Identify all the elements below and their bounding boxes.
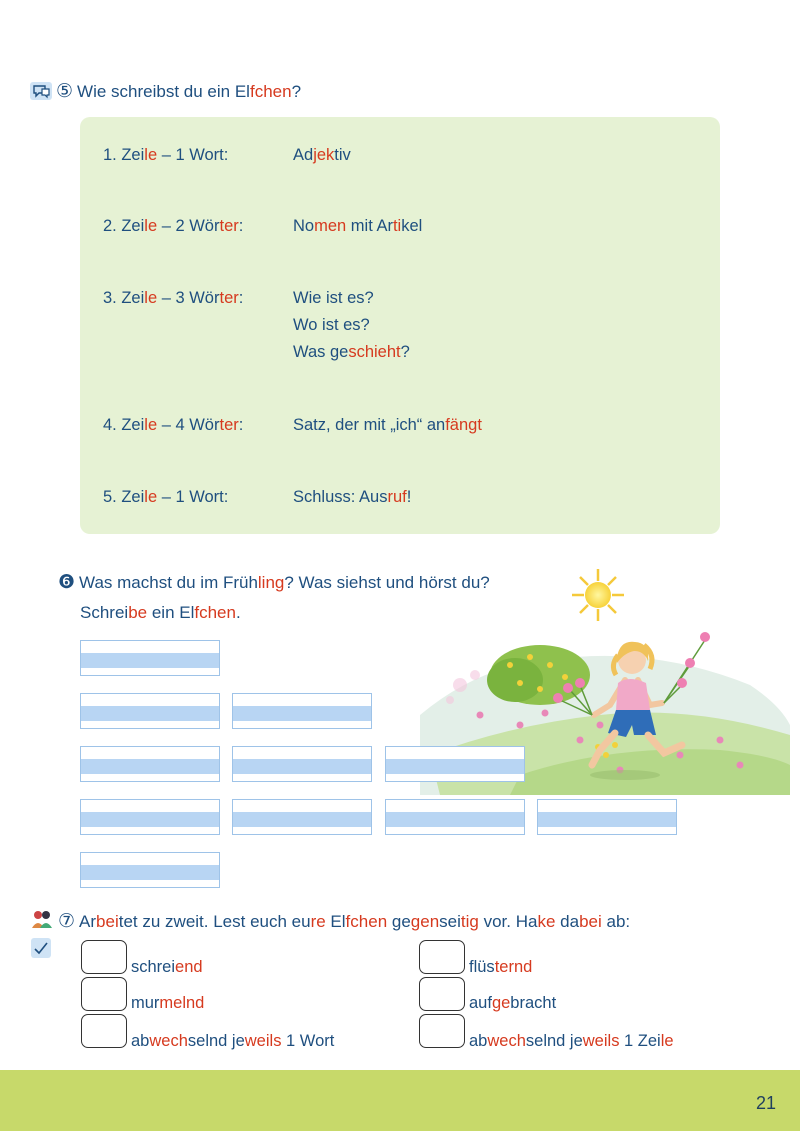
check-pencil-icon	[31, 938, 51, 958]
checkbox-schreiend[interactable]	[81, 940, 127, 974]
writing-line-4-2[interactable]	[232, 799, 372, 835]
row-5-value: Schluss: Ausruf!	[293, 488, 412, 506]
row-4-value: Satz, der mit „ich“ anfängt	[293, 416, 482, 434]
writing-line-3-2[interactable]	[232, 746, 372, 782]
row-5-label: 5. Zeile – 1 Wort:	[103, 488, 229, 506]
writing-line-3-3[interactable]	[385, 746, 525, 782]
writing-line-4-1[interactable]	[80, 799, 220, 835]
writing-line-2-2[interactable]	[232, 693, 372, 729]
row-2-value: Nomen mit Artikel	[293, 217, 423, 235]
writing-line-3-1[interactable]	[80, 746, 220, 782]
checkbox-fluesternd[interactable]	[419, 940, 465, 974]
checkbox-abwechselnd-zeile[interactable]	[419, 1014, 465, 1048]
writing-line-2-1[interactable]	[80, 693, 220, 729]
checkbox-aufgebracht[interactable]	[419, 977, 465, 1011]
writing-line-4-3[interactable]	[385, 799, 525, 835]
option-aufgebracht: aufgebracht	[469, 994, 557, 1012]
option-abwechselnd-wort: abwechselnd jeweils 1 Wort	[131, 1032, 335, 1050]
option-murmelnd: murmelnd	[131, 994, 205, 1012]
writing-line-1-1[interactable]	[80, 640, 220, 676]
row-1-value: Adjektiv	[293, 146, 351, 164]
sun-icon	[572, 569, 624, 621]
exercise-7-heading: ⑦ Arbeitet zu zweit. Lest euch eure Elfchen gegenseitig vor. Hake dabei ab:	[58, 911, 631, 932]
speak-icon	[30, 82, 52, 100]
row-4-label: 4. Zeile – 4 Wörter:	[103, 416, 244, 434]
option-abwechselnd-zeile: abwechselnd jeweils 1 Zeile	[469, 1032, 674, 1050]
row-1-label: 1. Zeile – 1 Wort:	[103, 146, 229, 164]
exercise-number: ⑦	[58, 911, 76, 932]
option-schreiend: schreiend	[131, 958, 203, 976]
partner-work-icon	[31, 910, 53, 928]
checkbox-murmelnd[interactable]	[81, 977, 127, 1011]
page-number: 21	[755, 1093, 776, 1113]
option-fluesternd: flüsternd	[469, 958, 533, 976]
writing-line-4-4[interactable]	[537, 799, 677, 835]
page-footer	[0, 1070, 800, 1131]
exercise-6-heading: ❻ Was machst du im Frühling? Was siehst und hörst du? Schreibe ein Elfchen.	[58, 568, 490, 628]
exercise-5-heading: ⑤ Wie schreibst du ein Elfchen?	[56, 81, 302, 102]
writing-line-5-1[interactable]	[80, 852, 220, 888]
exercise-number: ❻	[58, 572, 76, 593]
row-2-label: 2. Zeile – 2 Wörter:	[103, 217, 244, 235]
exercise-number: ⑤	[56, 81, 74, 102]
row-3-value: Wie ist es? Wo ist es? Was geschieht?	[293, 289, 410, 361]
row-3-label: 3. Zeile – 3 Wörter:	[103, 289, 244, 307]
checkbox-abwechselnd-wort[interactable]	[81, 1014, 127, 1048]
